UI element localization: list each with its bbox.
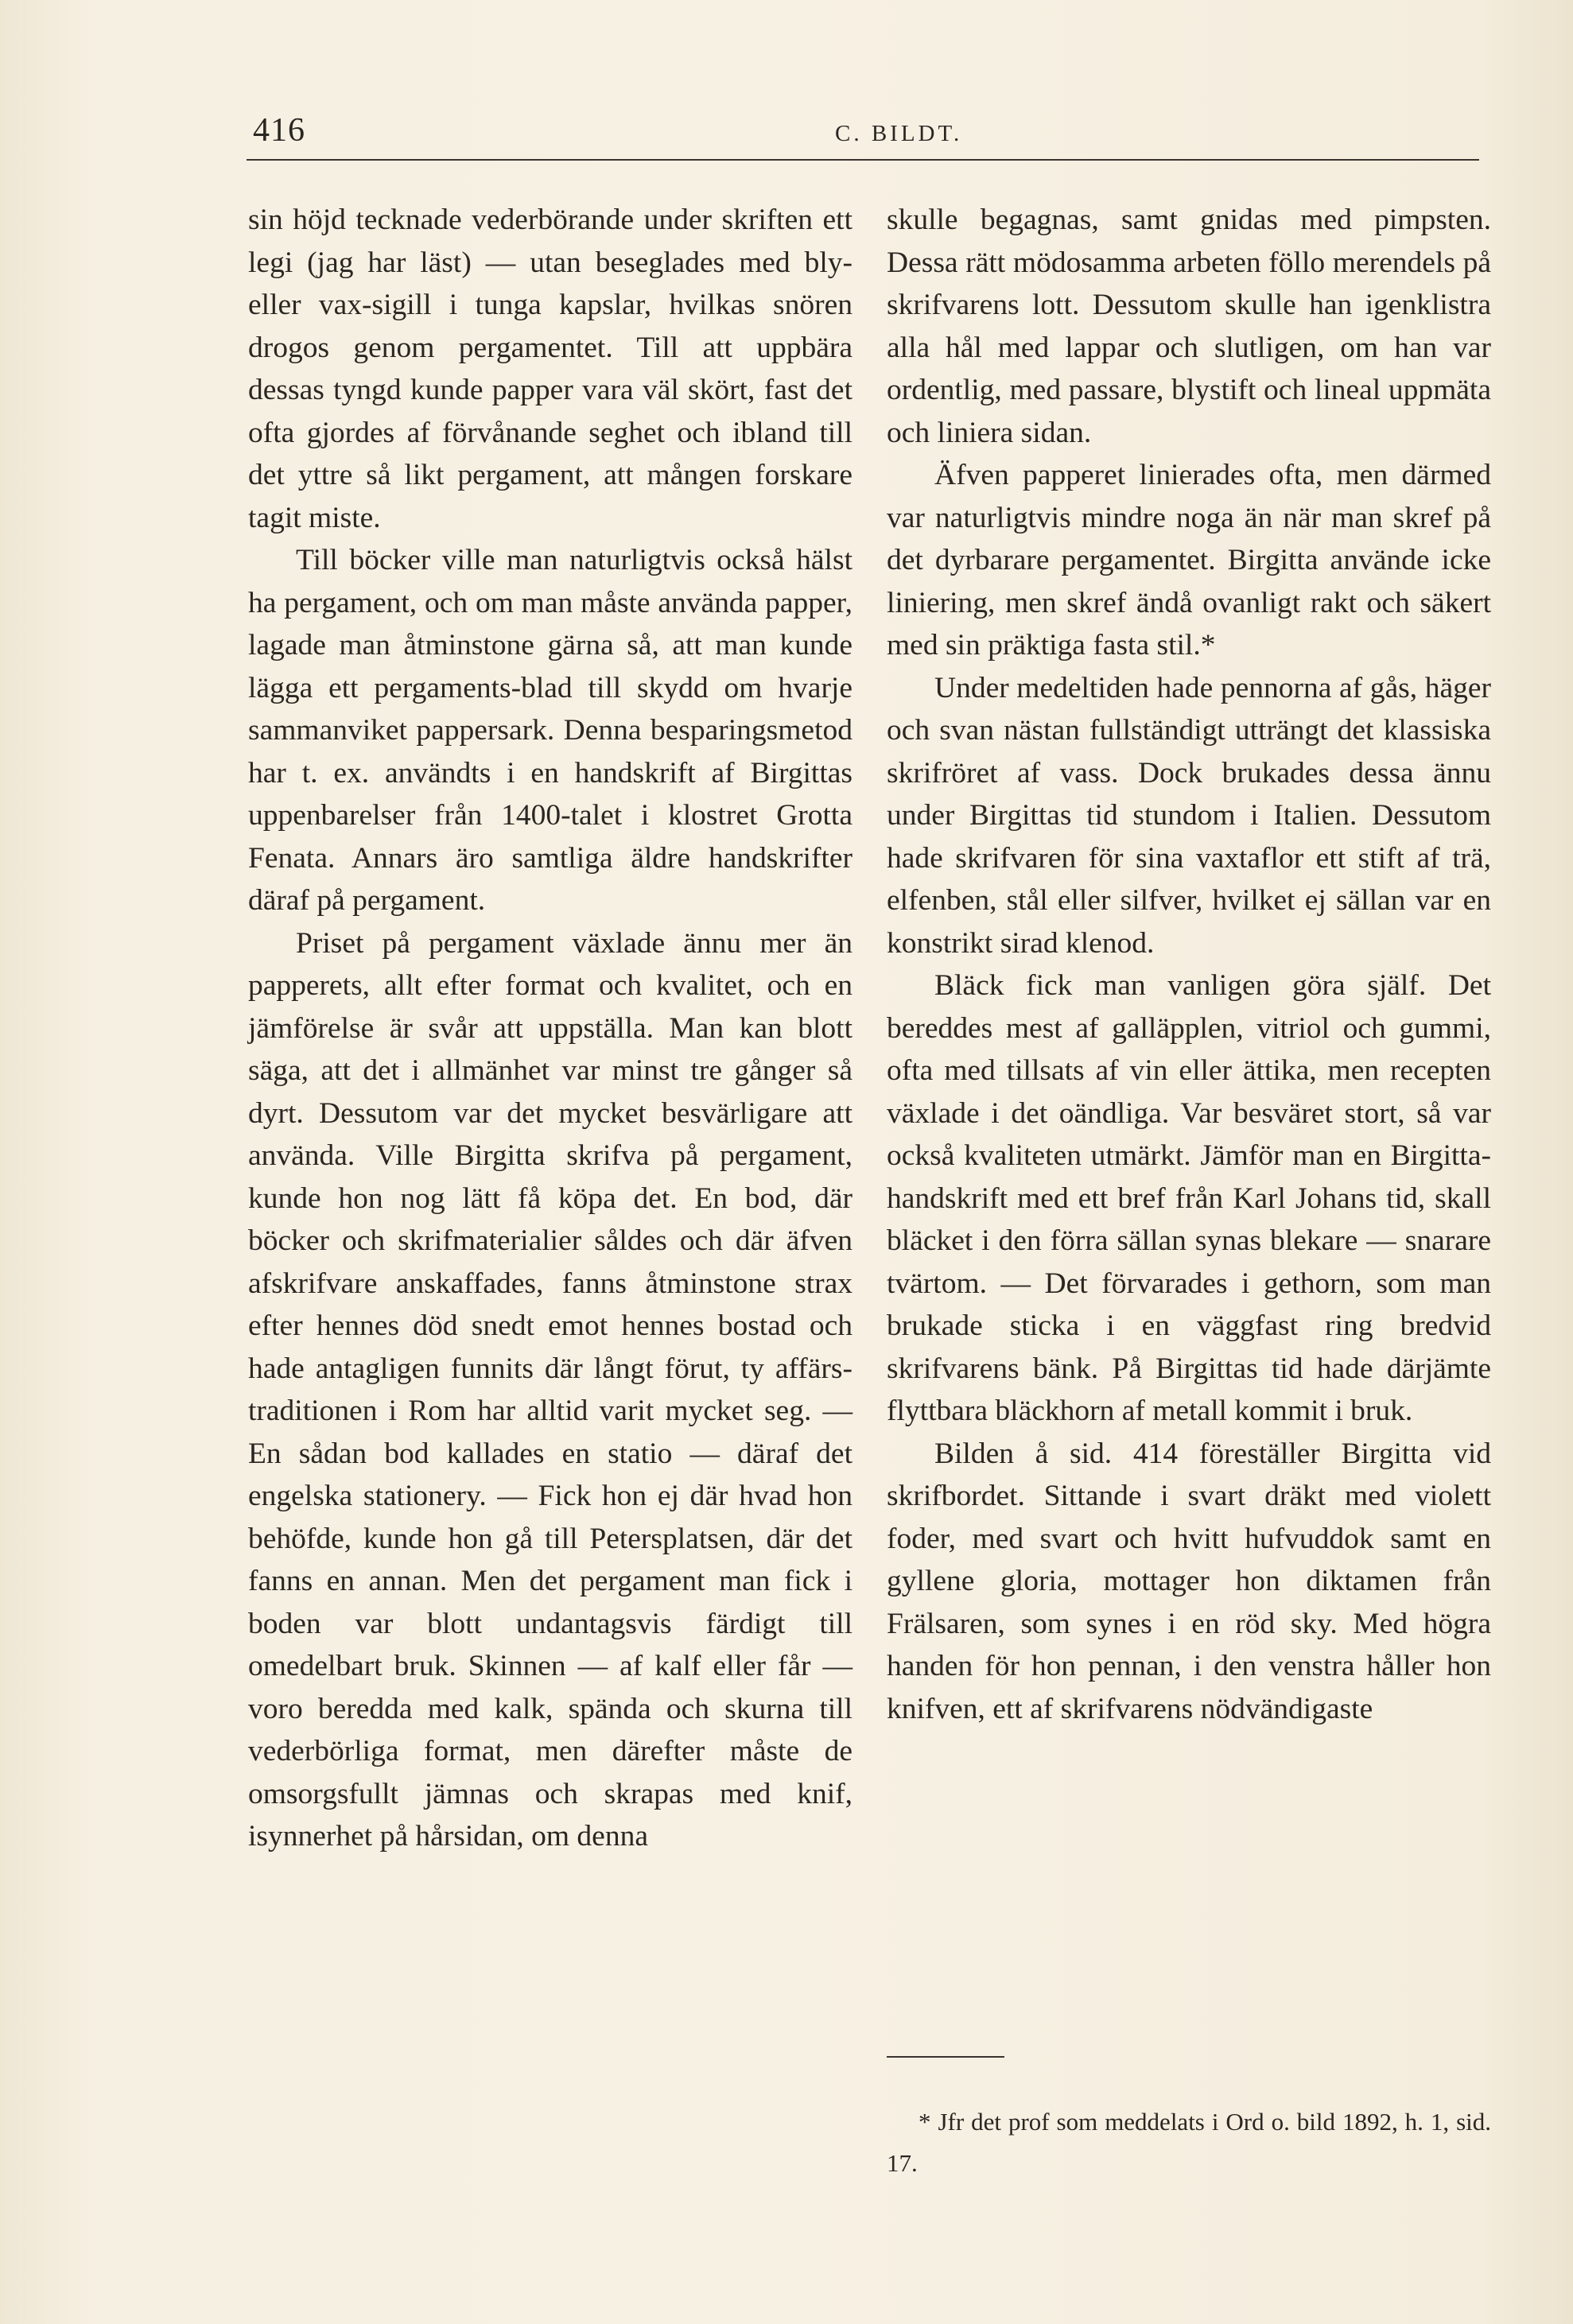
right-paragraph-2: Äfven papperet linierades ofta, men därmed var naturligtvis mindre noga än när man skref på det dyrbarare pergamentet. Birgitta använde icke liniering, men skref ändå ovanligt rakt och säkert med sin präktiga fasta stil.* <box>887 459 1491 662</box>
left-column <box>248 199 853 1858</box>
right-paragraph-5: Bilden å sid. 414 föreställer Birgitta vid skrifbordet. Sittande i svart dräkt med violett foder, med svart och hvitt hufvuddok samt en gyllene gloria, mottager hon diktamen från Frälsaren, som synes i en röd sky. Med högra handen för hon pennan, i den venstra håller hon knifven, ett af skrifvarens nödvändigaste <box>887 1437 1491 1725</box>
left-paragraph-2: Till böcker ville man naturligtvis också hälst ha pergament, och om man måste använda papper, lagade man åtminstone gärna så, att man kunde lägga ett pergaments-blad till skydd om hvarje sammanviket pappersark. Denna besparingsmetod har t. ex. användts i en handskrift af Birgittas uppenbarelser från 1400-talet i klostret Grotta Fenata. Annars äro samtliga äldre handskrifter däraf på pergament. <box>248 544 853 917</box>
right-paragraph-3: Under medeltiden hade pennorna af gås, häger och svan nästan fullständigt utträngt det klassiska skrifröret af vass. Dock brukades dessa ännu under Birgittas tid stundom i Italien. Dessutom hade skrifvaren för sina vaxtaflor ett stift af trä, elfenben, stål eller silfver, hvilket ej sällan var en konstrikt sirad klenod. <box>887 671 1491 960</box>
footnote-rule <box>887 2056 1004 2058</box>
left-paragraph-3: Priset på pergament växlade ännu mer än papperets, allt efter format och kvalitet, och en jämförelse är svår att uppställa. Man kan blott säga, att det i allmänhet var minst tre gånger så dyrt. Dessutom var det mycket besvärligare att använda. Ville Birgitta skrifva på pergament, kunde hon nog lätt få köpa det. En bod, där böcker och skrifmaterialier såldes och där äfven afskrifvare anskaffades, fanns åtminstone strax efter hennes död snedt emot hennes bostad och hade antagligen funnits där långt förut, ty affärs-traditionen i Rom har alltid varit mycket seg. — En sådan bod kallades en statio — däraf det engelska stationery. — Fick hon ej där hvad hon behöfde, kunde hon gå till Petersplatsen, där det fanns en annan. Men det pergament man fick i boden var blott undantagsvis färdigt till omedelbart bruk. Skinnen — af kalf eller får — voro beredda med kalk, spända och skurna till vederbörliga format, men därefter måste de omsorgsfullt jämnas och skrapas med knif, isynnerhet på hårsidan, om denna <box>248 926 853 1853</box>
left-paragraph-1: sin höjd tecknade vederbörande under skriften ett legi (jag har läst) — utan beseglades med bly- eller vax-sigill i tunga kapslar, hvilkas snören drogos genom pergamentet. Till att uppbära dessas tyngd kunde papper vara väl skört, fast det ofta gjordes af förvånande seghet och ibland till det yttre så likt pergament, att mången forskare tagit miste. <box>248 204 853 534</box>
right-paragraph-1: skulle begagnas, samt gnidas med pimpsten. Dessa rätt mödosamma arbeten föllo merendels på skrifvarens lott. Dessutom skulle han igenklistra alla hål med lappar och slutligen, om han var ordentlig, med passare, blystift och lineal uppmäta och liniera sidan. <box>887 204 1491 449</box>
running-head: C. BILDT. <box>835 121 963 146</box>
footnote: * Jfr det prof som meddelats i Ord o. bild 1892, h. 1, sid. 17. <box>887 2108 1491 2177</box>
header-rule <box>247 159 1479 161</box>
right-paragraph-4: Bläck fick man vanligen göra själf. Det bereddes mest af galläpplen, vitriol och gummi, ofta med tillsats af vin eller ättika, men recepten växlade i det oändliga. Var besväret stort, så var också kvaliteten utmärkt. Jämför man en Birgitta-handskrift med ett bref från Karl Johans tid, skall bläcket i den förra sällan synas blekare — snarare tvärtom. — Det förvarades i gethorn, som man brukade sticka i en väggfast ring bredvid skrifvarens bänk. På Birgittas tid hade därjämte flyttbara bläckhorn af metall kommit i bruk. <box>887 969 1491 1427</box>
right-column <box>887 199 1491 1730</box>
page-number: 416 <box>253 112 305 149</box>
